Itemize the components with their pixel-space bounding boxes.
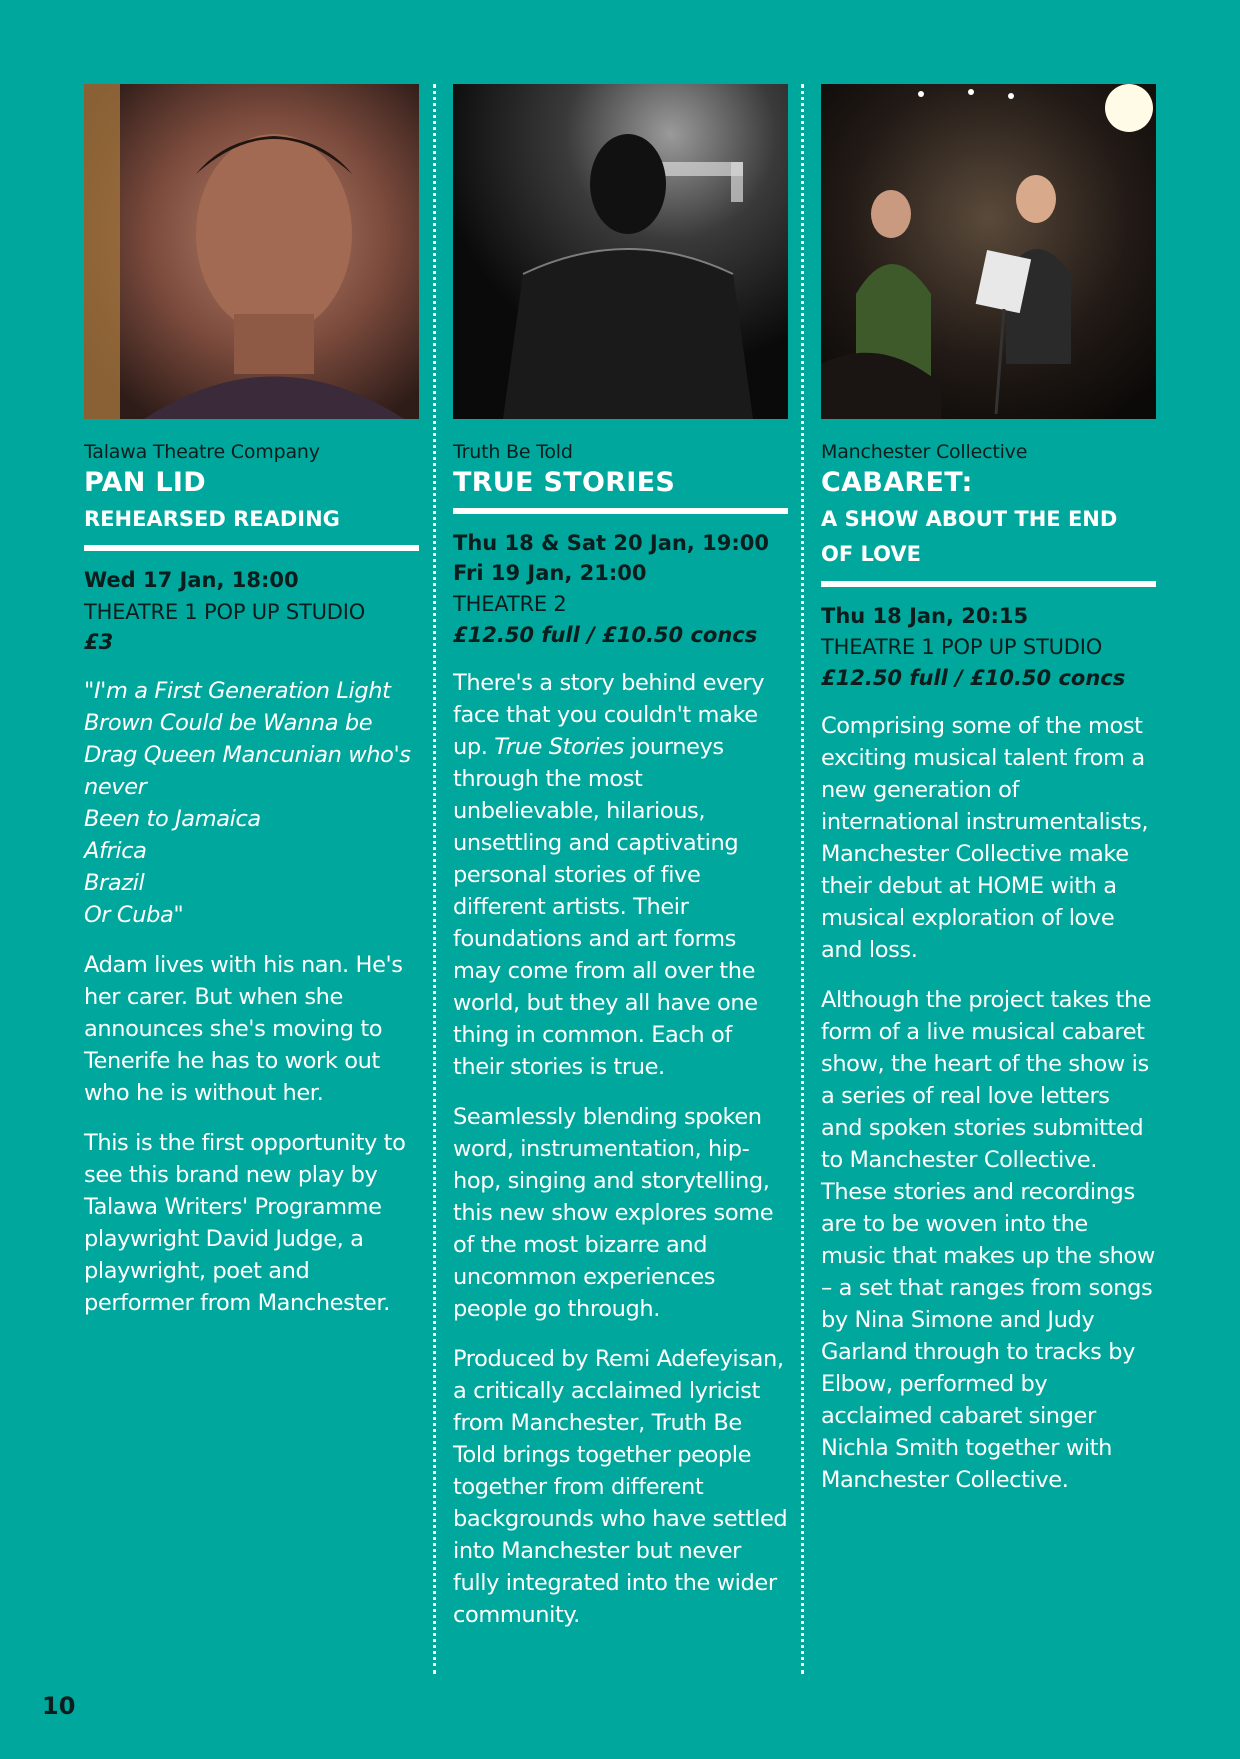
event-subtitle: A SHOW ABOUT THE END OF LOVE (821, 506, 1118, 567)
page-number: 10 (42, 1692, 76, 1720)
event-subtitle: REHEARSED READING (84, 506, 340, 531)
event-price: £12.50 full / £10.50 concs (453, 623, 758, 648)
quote-line: "I'm a First Generation Light (84, 677, 391, 704)
event-title: CABARET: (821, 466, 973, 498)
description-italic: Stories (548, 734, 624, 761)
event-column-true-stories (453, 84, 788, 1631)
quote-line: Africa (84, 837, 147, 864)
company-name: Talawa Theatre Company (84, 441, 320, 463)
event-quote (84, 675, 419, 931)
description-italic: True (494, 734, 543, 761)
quote-line: Brazil (84, 869, 145, 896)
company-name: Truth Be Told (453, 441, 573, 463)
event-photo-musicians (821, 84, 1156, 419)
section-rule (84, 545, 419, 551)
event-description (453, 667, 788, 1083)
description-text: journeys through the most unbelievable, hilarious, unsettling and captivating personal stories of five different artists. Their foundations and art forms may come from all over the world, but they all have one thing in common. Each of their stories is true. (453, 734, 758, 1081)
event-photo-portrait (84, 84, 419, 419)
event-photo-silhouette (453, 84, 788, 419)
quote-line: Been to Jamaica (84, 805, 261, 832)
event-description: Seamlessly blending spoken word, instrumentation, hip-hop, singing and storytelling, this new show explores some of the most bizarre and uncommon experiences people go through. (453, 1104, 774, 1323)
event-column-pan-lid (84, 84, 419, 1319)
event-date: Thu 18 & Sat 20 Jan, 19:00 (453, 530, 769, 555)
description-text: There's a story behind every face that you couldn't make up. (453, 670, 765, 761)
company-name: Manchester Collective (821, 441, 1028, 463)
quote-line: Drag Queen Mancunian who's (84, 741, 411, 768)
event-price: £3 (84, 630, 114, 655)
section-rule (453, 508, 788, 514)
event-description: Adam lives with his nan. He's her carer. But when she announces she's moving to Tenerife he has to work out who he is without her. (84, 951, 403, 1106)
column-divider (433, 84, 436, 1674)
event-title: TRUE STORIES (453, 466, 676, 498)
event-description: Produced by Remi Adefeyisan, a critically acclaimed lyricist from Manchester, Truth Be Told brings together people together from different backgrounds who have settled into Manchester but never fully integrated into the wider community. (453, 1346, 788, 1629)
quote-line: Or Cuba" (84, 901, 184, 928)
column-divider (801, 84, 804, 1674)
event-venue: THEATRE 1 POP UP STUDIO (84, 599, 366, 624)
section-rule (821, 581, 1156, 587)
event-description: Although the project takes the form of a live musical cabaret show, the heart of the show is a series of real love letters and spoken stories submitted to Manchester Collective. These stories and recordings are to be woven into the music that makes up the show – a set that ranges from songs by Nina Simone and Judy Garland through to tracks by Elbow, performed by acclaimed cabaret singer Nichla Smith together with Manchester Collective. (821, 987, 1155, 1494)
event-date: Thu 18 Jan, 20:15 (821, 603, 1029, 628)
quote-line: Brown Could be Wanna be (84, 709, 373, 736)
event-venue: THEATRE 2 (453, 592, 567, 617)
event-column-cabaret (821, 84, 1156, 1496)
event-venue: THEATRE 1 POP UP STUDIO (821, 635, 1103, 660)
event-date: Fri 19 Jan, 21:00 (453, 560, 647, 585)
quote-line: never (84, 773, 147, 800)
event-title: PAN LID (84, 466, 206, 498)
event-description: This is the first opportunity to see this brand new play by Talawa Writers' Programme playwright David Judge, a playwright, poet and performer from Manchester. (84, 1129, 406, 1316)
event-description: Comprising some of the most exciting musical talent from a new generation of international instrumentalists, Manchester Collective make their debut at HOME with a musical exploration of love and loss. (821, 713, 1149, 964)
event-date: Wed 17 Jan, 18:00 (84, 568, 299, 593)
event-price: £12.50 full / £10.50 concs (821, 665, 1126, 690)
